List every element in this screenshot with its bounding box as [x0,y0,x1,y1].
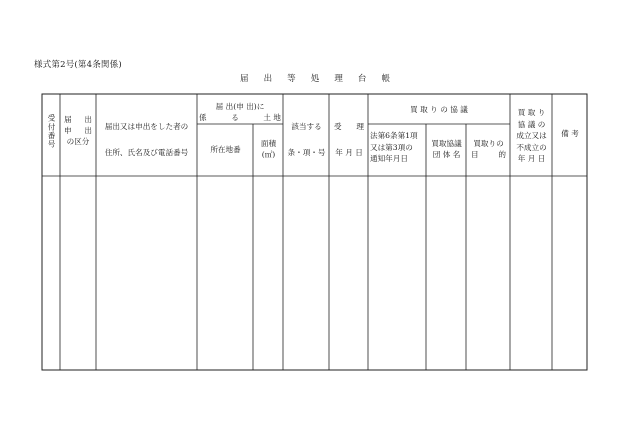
column-header-purchase-group: 買取協議 団 体 名 [431,139,462,159]
column-header-notice-date: 法第6条第1項 又は第3項の 通知年月日 [370,131,418,163]
column-header-reception-number: 受付番号 [47,114,56,149]
column-header-applicable-article: 該当する 条・項・号 [287,122,326,157]
column-header-category: 届 出 申 出 の区分 [64,115,92,146]
form-id: 様式第2号(第4条関係) [34,60,122,70]
column-header-receipt-date: 受 理 年 月 日 [334,122,364,157]
column-header-location: 所在地番 [210,145,241,154]
column-header-establishment-date: 買 取 り 協 議 の 成立又は 不成立の 年 月 日 [516,108,547,163]
column-header-applicant: 届出又は申出をした者の 住所、氏名及び電話番号 [104,122,189,157]
title-char: 出 [263,74,273,84]
column-header-area: 面積 (㎡) [260,139,277,159]
title-char: 台 [357,74,367,84]
title-char: 届 [240,74,249,84]
title-char: 処 [310,74,320,84]
column-header-remarks: 備 考 [561,129,579,138]
title-char: 等 [287,74,296,84]
column-header-land: 届 出(申 出)に 係 る 土 地 [199,102,281,122]
column-header-purchase-purpose: 買取りの 目 的 [471,139,506,159]
column-header-purchase-consultation: 買 取 り の 協 議 [410,105,468,114]
title-char: 理 [334,74,343,84]
title-char: 帳 [381,74,390,84]
